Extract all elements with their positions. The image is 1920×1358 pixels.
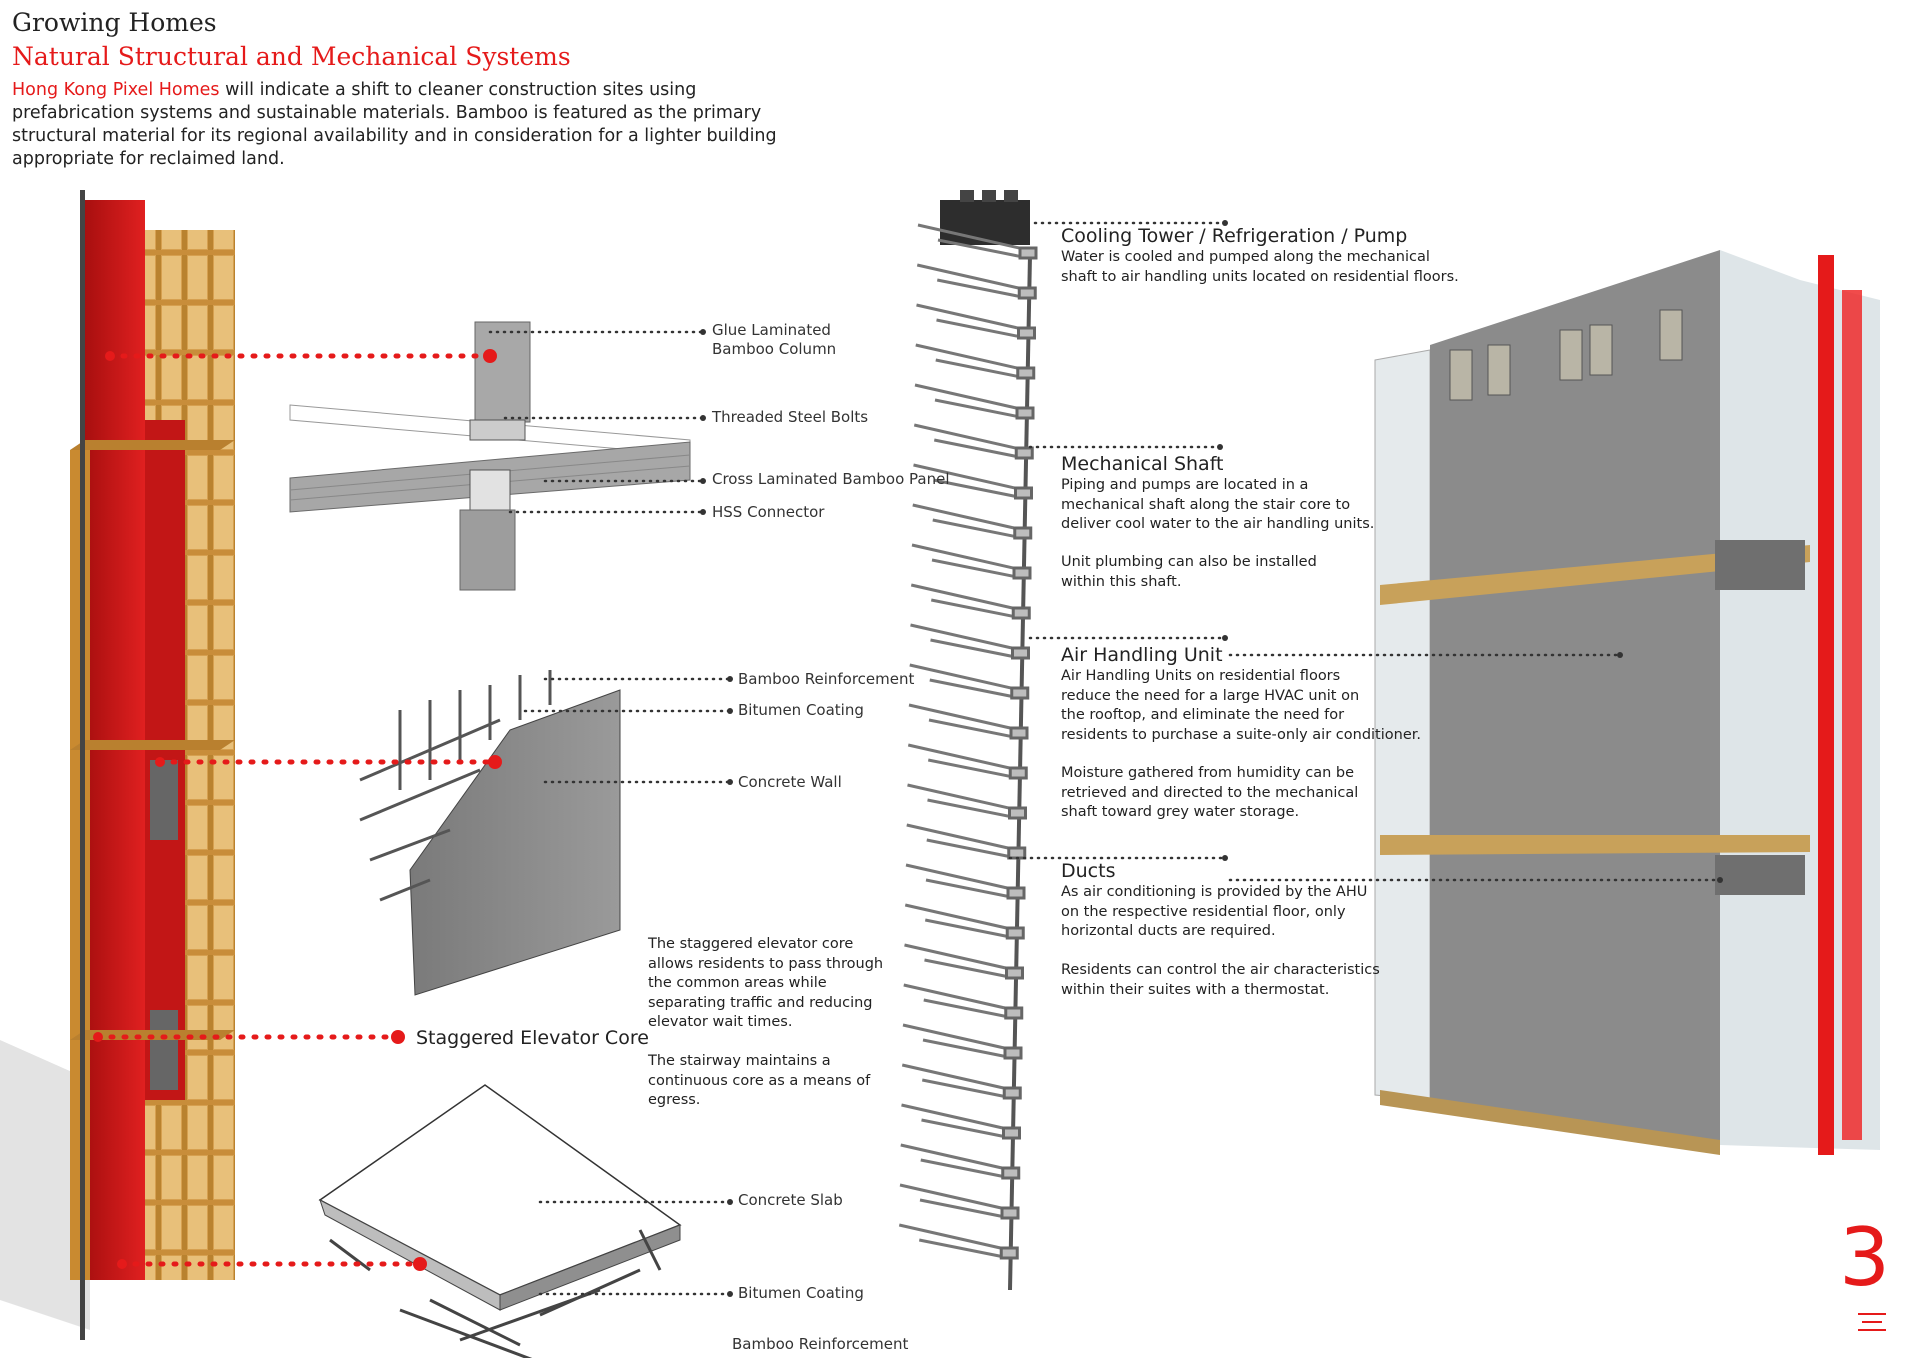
duct-lower [933, 520, 1023, 538]
core-description-2: The stairway maintains a continuous core as a means of egress. [648, 1053, 871, 1108]
duct-junction [1006, 1008, 1022, 1018]
concrete-wall [410, 690, 620, 995]
leader-end-dot [1617, 652, 1623, 658]
duct-junction [1017, 408, 1033, 418]
text-ducts-1: As air conditioning is provided by the AHU on the respective residential floor, only horizontal ducts are required. [1061, 884, 1368, 939]
heading-air-handling-unit: Air Handling Unit [1061, 644, 1223, 666]
leader-end-dot [727, 779, 733, 785]
bamboo-tower-drawing [0, 190, 235, 1340]
red-callout-start-dot [105, 351, 115, 361]
duct-lower [920, 1200, 1010, 1218]
duct-lower [924, 1000, 1014, 1018]
core-description-1: The staggered elevator core allows residents to pass through the common areas while separating traffic and reducing elevator wait times. [648, 936, 884, 1030]
duct-lower [937, 280, 1027, 298]
tower-slab-1 [70, 440, 235, 450]
leader-end-dot [700, 329, 706, 335]
page-number-marks [1854, 1308, 1890, 1336]
duct-lower [928, 800, 1018, 818]
red-callout-end-dot [413, 1257, 427, 1271]
leader-end-dot [727, 676, 733, 682]
label-concrete-wall: Concrete Wall [738, 773, 842, 791]
duct-lower [925, 920, 1015, 938]
leader-end-dot [700, 478, 706, 484]
glulam-column [475, 322, 530, 422]
page-subtitle: Natural Structural and Mechanical Systems [12, 42, 571, 71]
intro-brand: Hong Kong Pixel Homes [12, 80, 220, 100]
red-callout-start-dot [155, 757, 165, 767]
label-wall-bitumen-coating: Bitumen Coating [738, 701, 864, 719]
duct-junction [1019, 328, 1035, 338]
leader-end-dot [700, 415, 706, 421]
label-slab-bitumen-coating: Bitumen Coating [738, 1284, 864, 1302]
concrete-slab-drawing [320, 1085, 680, 1358]
red-callout-start-dot [117, 1259, 127, 1269]
label-threaded-steel-bolts: Threaded Steel Bolts [712, 408, 869, 426]
duct-junction [1001, 1248, 1017, 1258]
duct-lower [929, 720, 1019, 738]
duct-lower [926, 880, 1016, 898]
duct-lower [935, 400, 1025, 418]
duct-junction [1007, 928, 1023, 938]
leader-end-dot [727, 708, 733, 714]
cooling-tower [940, 200, 1030, 245]
duct-junction [1010, 768, 1026, 778]
page-title: Growing Homes [12, 8, 217, 37]
duct-junction [1019, 288, 1035, 298]
lower-column [460, 510, 515, 590]
duct-junction [1014, 568, 1030, 578]
duct-lower [930, 680, 1020, 698]
concrete-wall-drawing [360, 670, 620, 995]
heading-ducts: Ducts [1061, 860, 1116, 882]
concrete-slab-top [320, 1085, 680, 1295]
text-mechanical-shaft-2: Unit plumbing can also be installed within this shaft. [1061, 554, 1317, 590]
duct-junction [1013, 648, 1029, 658]
duct-junction [1012, 688, 1028, 698]
duct-junction [1009, 848, 1025, 858]
leader-end-dot [1222, 635, 1228, 641]
duct-lower [919, 1240, 1009, 1258]
text-ducts-2: Residents can control the air characteristics within their suites with a thermostat. [1061, 962, 1380, 998]
duct-lower [927, 840, 1017, 858]
duct-lower [934, 440, 1024, 458]
duct-junction [1005, 1048, 1021, 1058]
leader-end-dot [1717, 877, 1723, 883]
leader-end-dot [1217, 444, 1223, 450]
duct-junction [1004, 1128, 1020, 1138]
duct-lower [937, 320, 1027, 338]
red-callout-end-dot [488, 755, 502, 769]
duct-junction [1011, 728, 1027, 738]
facade-red-panel [1842, 290, 1862, 1140]
label-slab-bamboo-reinforcement: Bamboo Reinforcement [732, 1335, 909, 1353]
duct-junction [1015, 528, 1031, 538]
leader-end-dot [727, 1199, 733, 1205]
duct-junction [1020, 248, 1036, 258]
ahu-box-lower [1715, 855, 1805, 895]
duct-lower [928, 760, 1018, 778]
label-hss-connector: HSS Connector [712, 503, 825, 521]
label-staggered-elevator-core: Staggered Elevator Core [416, 1027, 649, 1049]
duct-lower [922, 1120, 1012, 1138]
text-air-handling-unit-1: Air Handling Units on residential floors reduce the need for a large HVAC unit on the rooftop, and eliminate the need for residents to purchase a suite-only air conditioner. [1061, 668, 1421, 743]
facade-red-strip [1818, 255, 1834, 1155]
intro-text: will indicate a shift to cleaner construction sites using prefabrication systems and sustainable materials. Bamboo is featured as the primary structural material for its regional availability and in consideration for a lighter building appropriate for reclaimed land. [12, 80, 777, 169]
duct-lower [932, 560, 1022, 578]
text-cooling-tower: Water is cooled and pumped along the mechanical shaft to air handling units located on residential floors. [1061, 249, 1459, 285]
red-callout-end-dot [391, 1030, 405, 1044]
label-wall-bamboo-reinforcement: Bamboo Reinforcement [738, 670, 915, 688]
page-number: 3 [1839, 1211, 1890, 1304]
duct-lower [925, 960, 1015, 978]
duct-junction [1010, 808, 1026, 818]
red-callout-end-dot [483, 349, 497, 363]
duct-junction [1002, 1208, 1018, 1218]
heading-cooling-tower: Cooling Tower / Refrigeration / Pump [1061, 225, 1408, 247]
duct-junction [1007, 968, 1023, 978]
duct-junction [1004, 1088, 1020, 1098]
steel-bolts [470, 420, 525, 440]
duct-lower [921, 1160, 1011, 1178]
text-air-handling-unit-2: Moisture gathered from humidity can be retrieved and directed to the mechanical shaft toward grey water storage. [1061, 765, 1359, 820]
balcony-slab-lower [1380, 835, 1810, 855]
duct-junction [1018, 368, 1034, 378]
text-mechanical-shaft-1: Piping and pumps are located in a mechanical shaft along the stair core to deliver cool water to the air handling units. [1061, 477, 1375, 532]
mechanical-shaft-drawing [899, 190, 1036, 1290]
facade-wall [1430, 250, 1720, 1145]
hss-connector [470, 470, 510, 510]
core-box-upper [150, 760, 178, 840]
tower-edge [80, 190, 85, 1340]
duct-junction [1003, 1168, 1019, 1178]
duct-lower [936, 360, 1026, 378]
heading-mechanical-shaft: Mechanical Shaft [1061, 453, 1224, 475]
label-concrete-slab: Concrete Slab [738, 1191, 843, 1209]
duct-junction [1016, 448, 1032, 458]
duct-junction [1008, 888, 1024, 898]
duct-lower [931, 600, 1021, 618]
leader-end-dot [727, 1291, 733, 1297]
label-glulam-column: Glue Laminated Bamboo Column [712, 321, 837, 358]
leader-end-dot [1222, 855, 1228, 861]
facade-drawing [1375, 250, 1880, 1155]
label-cross-laminated-panel: Cross Laminated Bamboo Panel [712, 470, 950, 488]
red-callout-start-dot [93, 1032, 103, 1042]
duct-lower [923, 1040, 1013, 1058]
duct-lower [931, 640, 1021, 658]
core-box-lower [150, 1010, 178, 1090]
duct-lower [922, 1080, 1012, 1098]
ahu-box-upper [1715, 540, 1805, 590]
leader-end-dot [700, 509, 706, 515]
tower-slab-2 [70, 740, 235, 750]
duct-junction [1013, 608, 1029, 618]
duct-junction [1016, 488, 1032, 498]
